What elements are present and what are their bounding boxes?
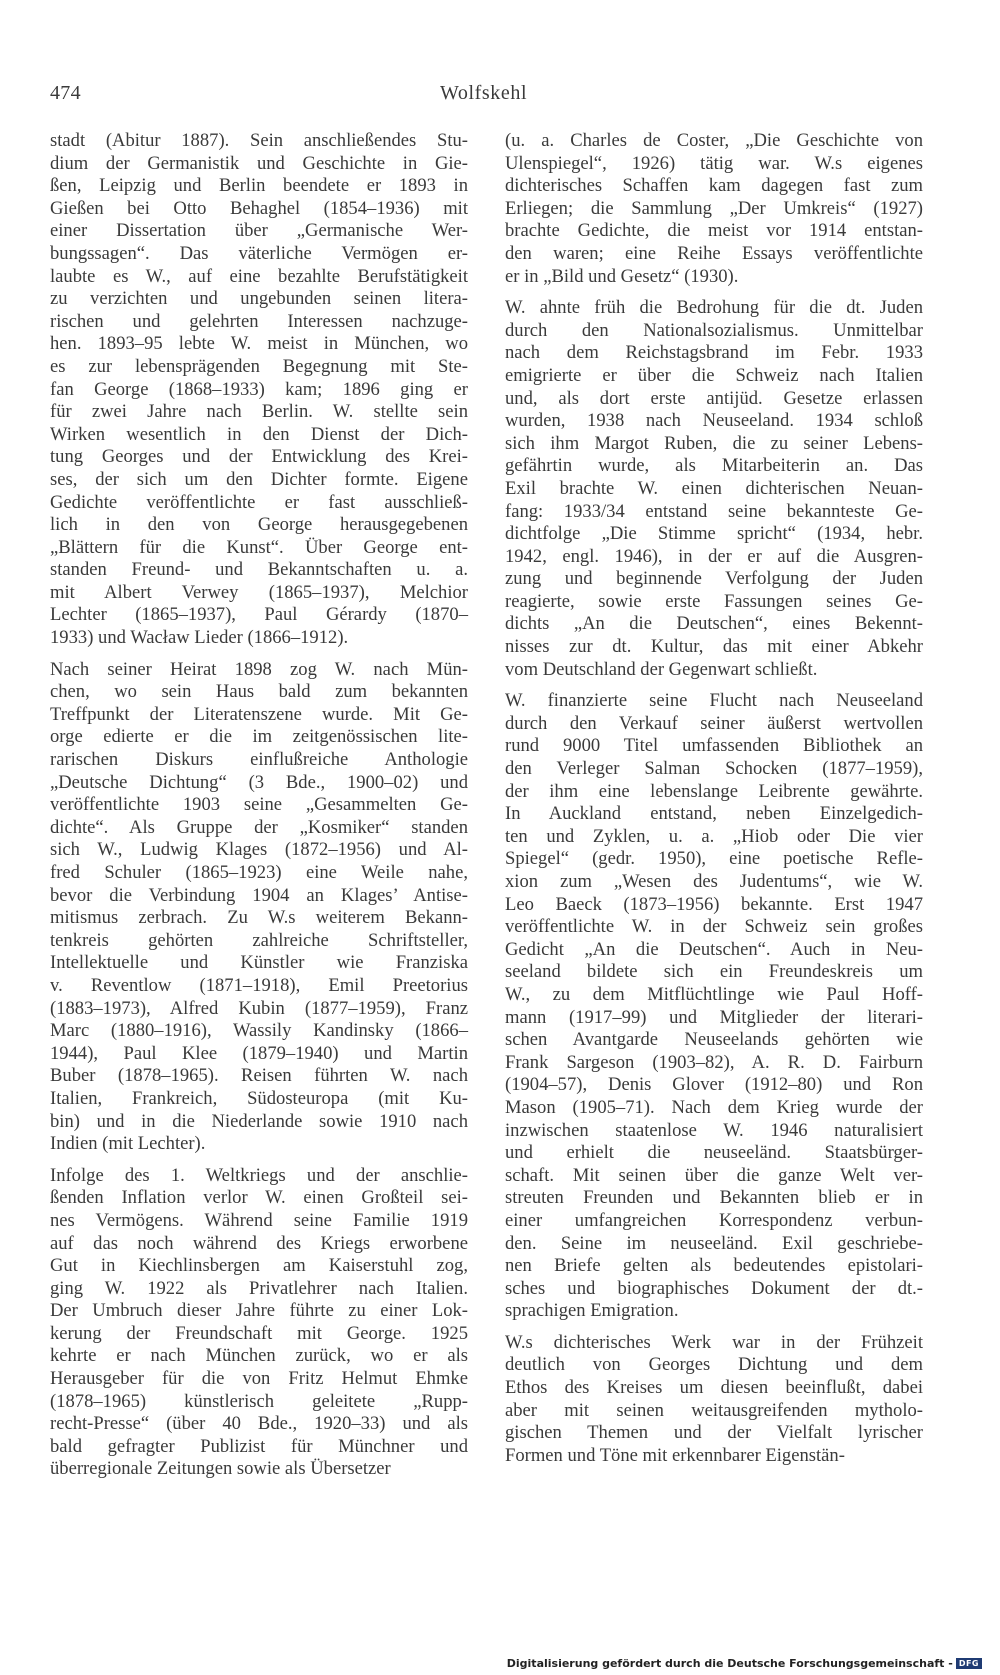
text-line: gefährtin wurde, als Mitarbeiterin an. Das xyxy=(505,455,923,477)
text-line: Leo Baeck (1873–1956) bekannte. Erst 1947 xyxy=(505,893,923,915)
text-line: (1878–1965) künstlerisch geleitete „Rupp- xyxy=(50,1390,468,1412)
text-line: und, als dort erste antijüd. Gesetze erlassen xyxy=(505,387,923,409)
text-line: dium der Germanistik und Geschichte in Gie- xyxy=(50,152,468,174)
paragraph xyxy=(50,659,468,1156)
text-line: dichtfolge „Die Stimme spricht“ (1934, hebr. xyxy=(505,523,923,545)
text-line: (1883–1973), Alfred Kubin (1877–1959), Franz xyxy=(50,997,468,1019)
text-line: Gedichte veröffentlichte er fast ausschließ- xyxy=(50,491,468,513)
text-line: Formen und Töne mit erkennbarer Eigenstän- xyxy=(505,1444,845,1466)
text-line: mitismus zerbrach. Zu W.s weiterem Bekann- xyxy=(50,907,468,929)
text-line: inzwischen staatenlose W. 1946 naturalisiert xyxy=(505,1119,923,1141)
text-line: fang: 1933/34 entstand seine bekannteste Ge- xyxy=(505,500,923,522)
text-line: stadt (Abitur 1887). Sein anschließendes Stu- xyxy=(50,130,468,151)
text-line: hen. 1893–95 lebte W. meist in München, wo xyxy=(50,333,468,355)
text-line: den Verleger Salman Schocken (1877–1959), xyxy=(505,758,923,780)
text-line: bungssagen“. Das väterliche Vermögen er- xyxy=(50,242,468,264)
text-line: 1933) und Wacław Lieder (1866–1912). xyxy=(50,627,349,649)
running-head: Wolfskehl xyxy=(440,82,528,104)
text-line: der ihm eine lebenslange Leibrente gewährte. xyxy=(505,780,923,802)
text-line: Exil brachte W. einen dichterischen Neuan- xyxy=(505,477,923,499)
text-line: den. Seine im neuseeländ. Exil geschriebe- xyxy=(505,1232,923,1254)
text-line: veröffentlichte W. in der Schweiz sein großes xyxy=(505,916,923,938)
text-line: chen, wo sein Haus bald zum bekannten xyxy=(50,681,468,703)
text-line: dichte“. Als Gruppe der „Kosmiker“ standen xyxy=(50,816,468,838)
text-line: wurden, 1938 nach Neuseeland. 1934 schloß xyxy=(505,410,923,432)
text-line: „Blättern für die Kunst“. Über George ent- xyxy=(50,536,468,558)
text-line: ßen, Leipzig und Berlin beendete er 1893 in xyxy=(50,175,468,197)
text-line: dichterisches Schaffen kam dagegen fast zum xyxy=(505,175,923,197)
text-line: nen Briefe gelten als bedeutendes epistolari- xyxy=(505,1255,923,1277)
text-line: rischen und gelehrten Interessen nachzuge- xyxy=(50,310,468,332)
text-line: recht-Presse“ (über 40 Bde., 1920–33) und als xyxy=(50,1413,468,1435)
text-line: rarischen Diskurs einflußreiche Anthologie xyxy=(50,749,468,771)
text-line: v. Reventlow (1871–1918), Emil Preetorius xyxy=(50,974,468,996)
text-line: nisses zur dt. Kultur, das mit einer Abkehr xyxy=(505,636,923,658)
text-line: Buber (1878–1965). Reisen führten W. nach xyxy=(50,1065,468,1087)
text-line: lich in den von George herausgegebenen xyxy=(50,514,468,536)
text-line: bevor die Verbindung 1904 an Klages’ Antise- xyxy=(50,884,468,906)
right-column xyxy=(505,130,923,1467)
text-line: nes Vermögens. Während seine Familie 1919 xyxy=(50,1209,468,1231)
text-line: rund 9000 Titel umfassenden Bibliothek an xyxy=(505,735,923,757)
text-line: fan George (1868–1933) kam; 1896 ging er xyxy=(50,378,468,400)
left-column xyxy=(50,130,468,1481)
text-line: nach dem Reichstagsbrand im Febr. 1933 xyxy=(505,342,923,364)
text-line: sprachigen Emigration. xyxy=(505,1300,679,1322)
text-line: ging W. 1922 als Privatlehrer nach Italien. xyxy=(50,1277,468,1299)
text-line: Infolge des 1. Weltkriegs und der anschlie- xyxy=(50,1164,468,1186)
text-line: aber mit seinen weitausgreifenden mytholo- xyxy=(505,1399,923,1421)
text-line: 1944), Paul Klee (1879–1940) und Martin xyxy=(50,1042,468,1064)
text-line: sich W., Ludwig Klages (1872–1956) und Al- xyxy=(50,839,468,861)
footer-text: Digitalisierung gefördert durch die Deutsche Forschungsgemeinschaft - xyxy=(506,1657,953,1670)
text-line: den waren; eine Reihe Essays veröffentlichte xyxy=(505,242,923,264)
paragraph xyxy=(50,1165,468,1481)
text-line: vom Deutschland der Gegenwart schließt. xyxy=(505,658,818,680)
text-line: Intellektuelle und Künstler wie Franziska xyxy=(50,952,468,974)
text-line: zu verzichten und ungebunden seinen litera- xyxy=(50,288,468,310)
text-line: einer umfangreichen Korrespondenz verbun- xyxy=(505,1209,923,1231)
text-line: kehrte er nach München zurück, wo er als xyxy=(50,1345,468,1367)
text-line: „Deutsche Dichtung“ (3 Bde., 1900–02) und xyxy=(50,771,468,793)
text-line: für zwei Jahre nach Berlin. W. stellte sein xyxy=(50,401,468,423)
paragraph xyxy=(505,297,923,681)
text-line: gischen Themen und der Vielfalt lyrischer xyxy=(505,1422,923,1444)
text-line: Gedicht „An die Deutschen“. Auch in Neu- xyxy=(505,938,923,960)
text-line: schen Avantgarde Neuseelands gehörten wie xyxy=(505,1029,923,1051)
text-line: Marc (1880–1916), Wassily Kandinsky (1866– xyxy=(50,1020,468,1042)
text-line: Frank Sargeson (1903–82), A. R. D. Fairburn xyxy=(505,1051,923,1073)
text-line: (u. a. Charles de Coster, „Die Geschichte von xyxy=(505,130,923,151)
text-line: durch den Nationalsozialismus. Unmittelbar xyxy=(505,319,923,341)
text-line: zung und beginnende Verfolgung der Juden xyxy=(505,568,923,590)
text-line: es zur lebensprägenden Begegnung mit Ste- xyxy=(50,355,468,377)
dfg-logo: DFG xyxy=(956,1658,982,1669)
text-line: ßenden Inflation verlor W. einen Großteil sei- xyxy=(50,1187,468,1209)
text-line: mann (1917–99) und Mitglieder der literari- xyxy=(505,1006,923,1028)
text-line: Wirken wesentlich in den Dienst der Dich- xyxy=(50,423,468,445)
text-line: tenkreis gehörten zahlreiche Schriftsteller, xyxy=(50,929,468,951)
text-line: Der Umbruch dieser Jahre führte zu einer Lok- xyxy=(50,1300,468,1322)
text-line: ses, der sich um den Dichter formte. Eigene xyxy=(50,468,468,490)
text-line: kerung der Freundschaft mit George. 1925 xyxy=(50,1322,468,1344)
text-line: Erliegen; die Sammlung „Der Umkreis“ (1927) xyxy=(505,197,923,219)
text-line: emigrierte er über die Schweiz nach Italien xyxy=(505,364,923,386)
text-line: dichts „An die Deutschen“, eines Bekennt- xyxy=(505,613,923,635)
text-line: auf das noch während des Kriegs erworbene xyxy=(50,1232,468,1254)
text-line: bin) und in die Niederlande sowie 1910 nach xyxy=(50,1110,468,1132)
text-line: Ulenspiegel“, 1926) tätig war. W.s eigenes xyxy=(505,152,923,174)
text-line: sches und biographisches Dokument der dt.- xyxy=(505,1277,923,1299)
text-line: reagierte, sowie erste Fassungen seines Ge- xyxy=(505,590,923,612)
text-line: 1942, engl. 1946), in der er auf die Ausgren- xyxy=(505,545,923,567)
paragraph xyxy=(505,1332,923,1468)
text-line: orge edierte er die im zeitgenössischen lite- xyxy=(50,726,468,748)
text-line: und erhielt die neuseeländ. Staatsbürger- xyxy=(505,1142,923,1164)
paragraph xyxy=(505,130,923,288)
text-line: tung Georges und der Entwicklung des Krei- xyxy=(50,446,468,468)
text-line: Treffpunkt der Literatenszene wurde. Mit Ge- xyxy=(50,703,468,725)
text-line: (1904–57), Denis Glover (1912–80) und Ron xyxy=(505,1074,923,1096)
text-line: er in „Bild und Gesetz“ (1930). xyxy=(505,265,739,287)
text-line: durch den Verkauf seiner äußerst wertvollen xyxy=(505,712,923,734)
text-line: W. finanzierte seine Flucht nach Neuseeland xyxy=(505,690,923,712)
text-line: deutlich von Georges Dichtung und dem xyxy=(505,1354,923,1376)
text-line: veröffentlichte 1903 seine „Gesammelten Ge- xyxy=(50,794,468,816)
text-line: Nach seiner Heirat 1898 zog W. nach Mün- xyxy=(50,658,468,680)
text-line: Spiegel“ (gedr. 1950), eine poetische Refle- xyxy=(505,848,923,870)
text-line: laubte es W., auf eine bezahlte Berufstätigkeit xyxy=(50,265,468,287)
text-line: Mason (1905–71). Nach dem Krieg wurde der xyxy=(505,1096,923,1118)
text-line: sich ihm Margot Ruben, die zu seiner Lebens- xyxy=(505,432,923,454)
text-line: xion zum „Wesen des Judentums“, wie W. xyxy=(505,871,923,892)
digitization-footer xyxy=(507,1657,982,1670)
text-line: W., zu dem Mitflüchtlinge wie Paul Hoff- xyxy=(505,983,923,1005)
text-line: seeland bildete sich ein Freundeskreis um xyxy=(505,961,923,983)
text-line: standen Freund- und Bekanntschaften u. a. xyxy=(50,559,468,581)
text-line: mit Albert Verwey (1865–1937), Melchior xyxy=(50,581,468,603)
text-line: streuten Freunden und Bekannten blieb er in xyxy=(505,1187,923,1209)
text-line: Indien (mit Lechter). xyxy=(50,1133,206,1155)
text-line: In Auckland entstand, neben Einzelgedich- xyxy=(505,803,923,825)
page-number: 474 xyxy=(50,82,81,104)
text-line: einer Dissertation über „Germanische Wer- xyxy=(50,220,468,242)
paragraph xyxy=(505,690,923,1323)
text-line: brachte Gedichte, die meist vor 1914 entstan- xyxy=(505,220,923,242)
text-line: Lechter (1865–1937), Paul Gérardy (1870– xyxy=(50,604,468,626)
text-line: fred Schuler (1865–1923) eine Weile nahe, xyxy=(50,862,468,883)
paragraph xyxy=(50,130,468,650)
text-line: Italien, Frankreich, Südosteuropa (mit Ku- xyxy=(50,1087,468,1109)
text-line: Herausgeber für die von Fritz Helmut Ehmke xyxy=(50,1368,468,1390)
text-line: Ethos des Kreises um diesen beeinflußt, dabei xyxy=(505,1377,923,1399)
text-line: überregionale Zeitungen sowie als Übersetzer xyxy=(50,1458,391,1480)
text-line: Gut in Kiechlinsbergen am Kaiserstuhl zog, xyxy=(50,1255,468,1277)
text-line: ten und Zyklen, u. a. „Hiob oder Die vier xyxy=(505,825,923,847)
text-line: W. ahnte früh die Bedrohung für die dt. Juden xyxy=(505,297,923,319)
text-line: schaft. Mit seinen über die ganze Welt ver- xyxy=(505,1164,923,1186)
text-line: W.s dichterisches Werk war in der Frühzeit xyxy=(505,1331,923,1353)
text-line: bald gefragter Publizist für Münchner und xyxy=(50,1435,468,1457)
text-line: Gießen bei Otto Behaghel (1854–1936) mit xyxy=(50,197,468,219)
